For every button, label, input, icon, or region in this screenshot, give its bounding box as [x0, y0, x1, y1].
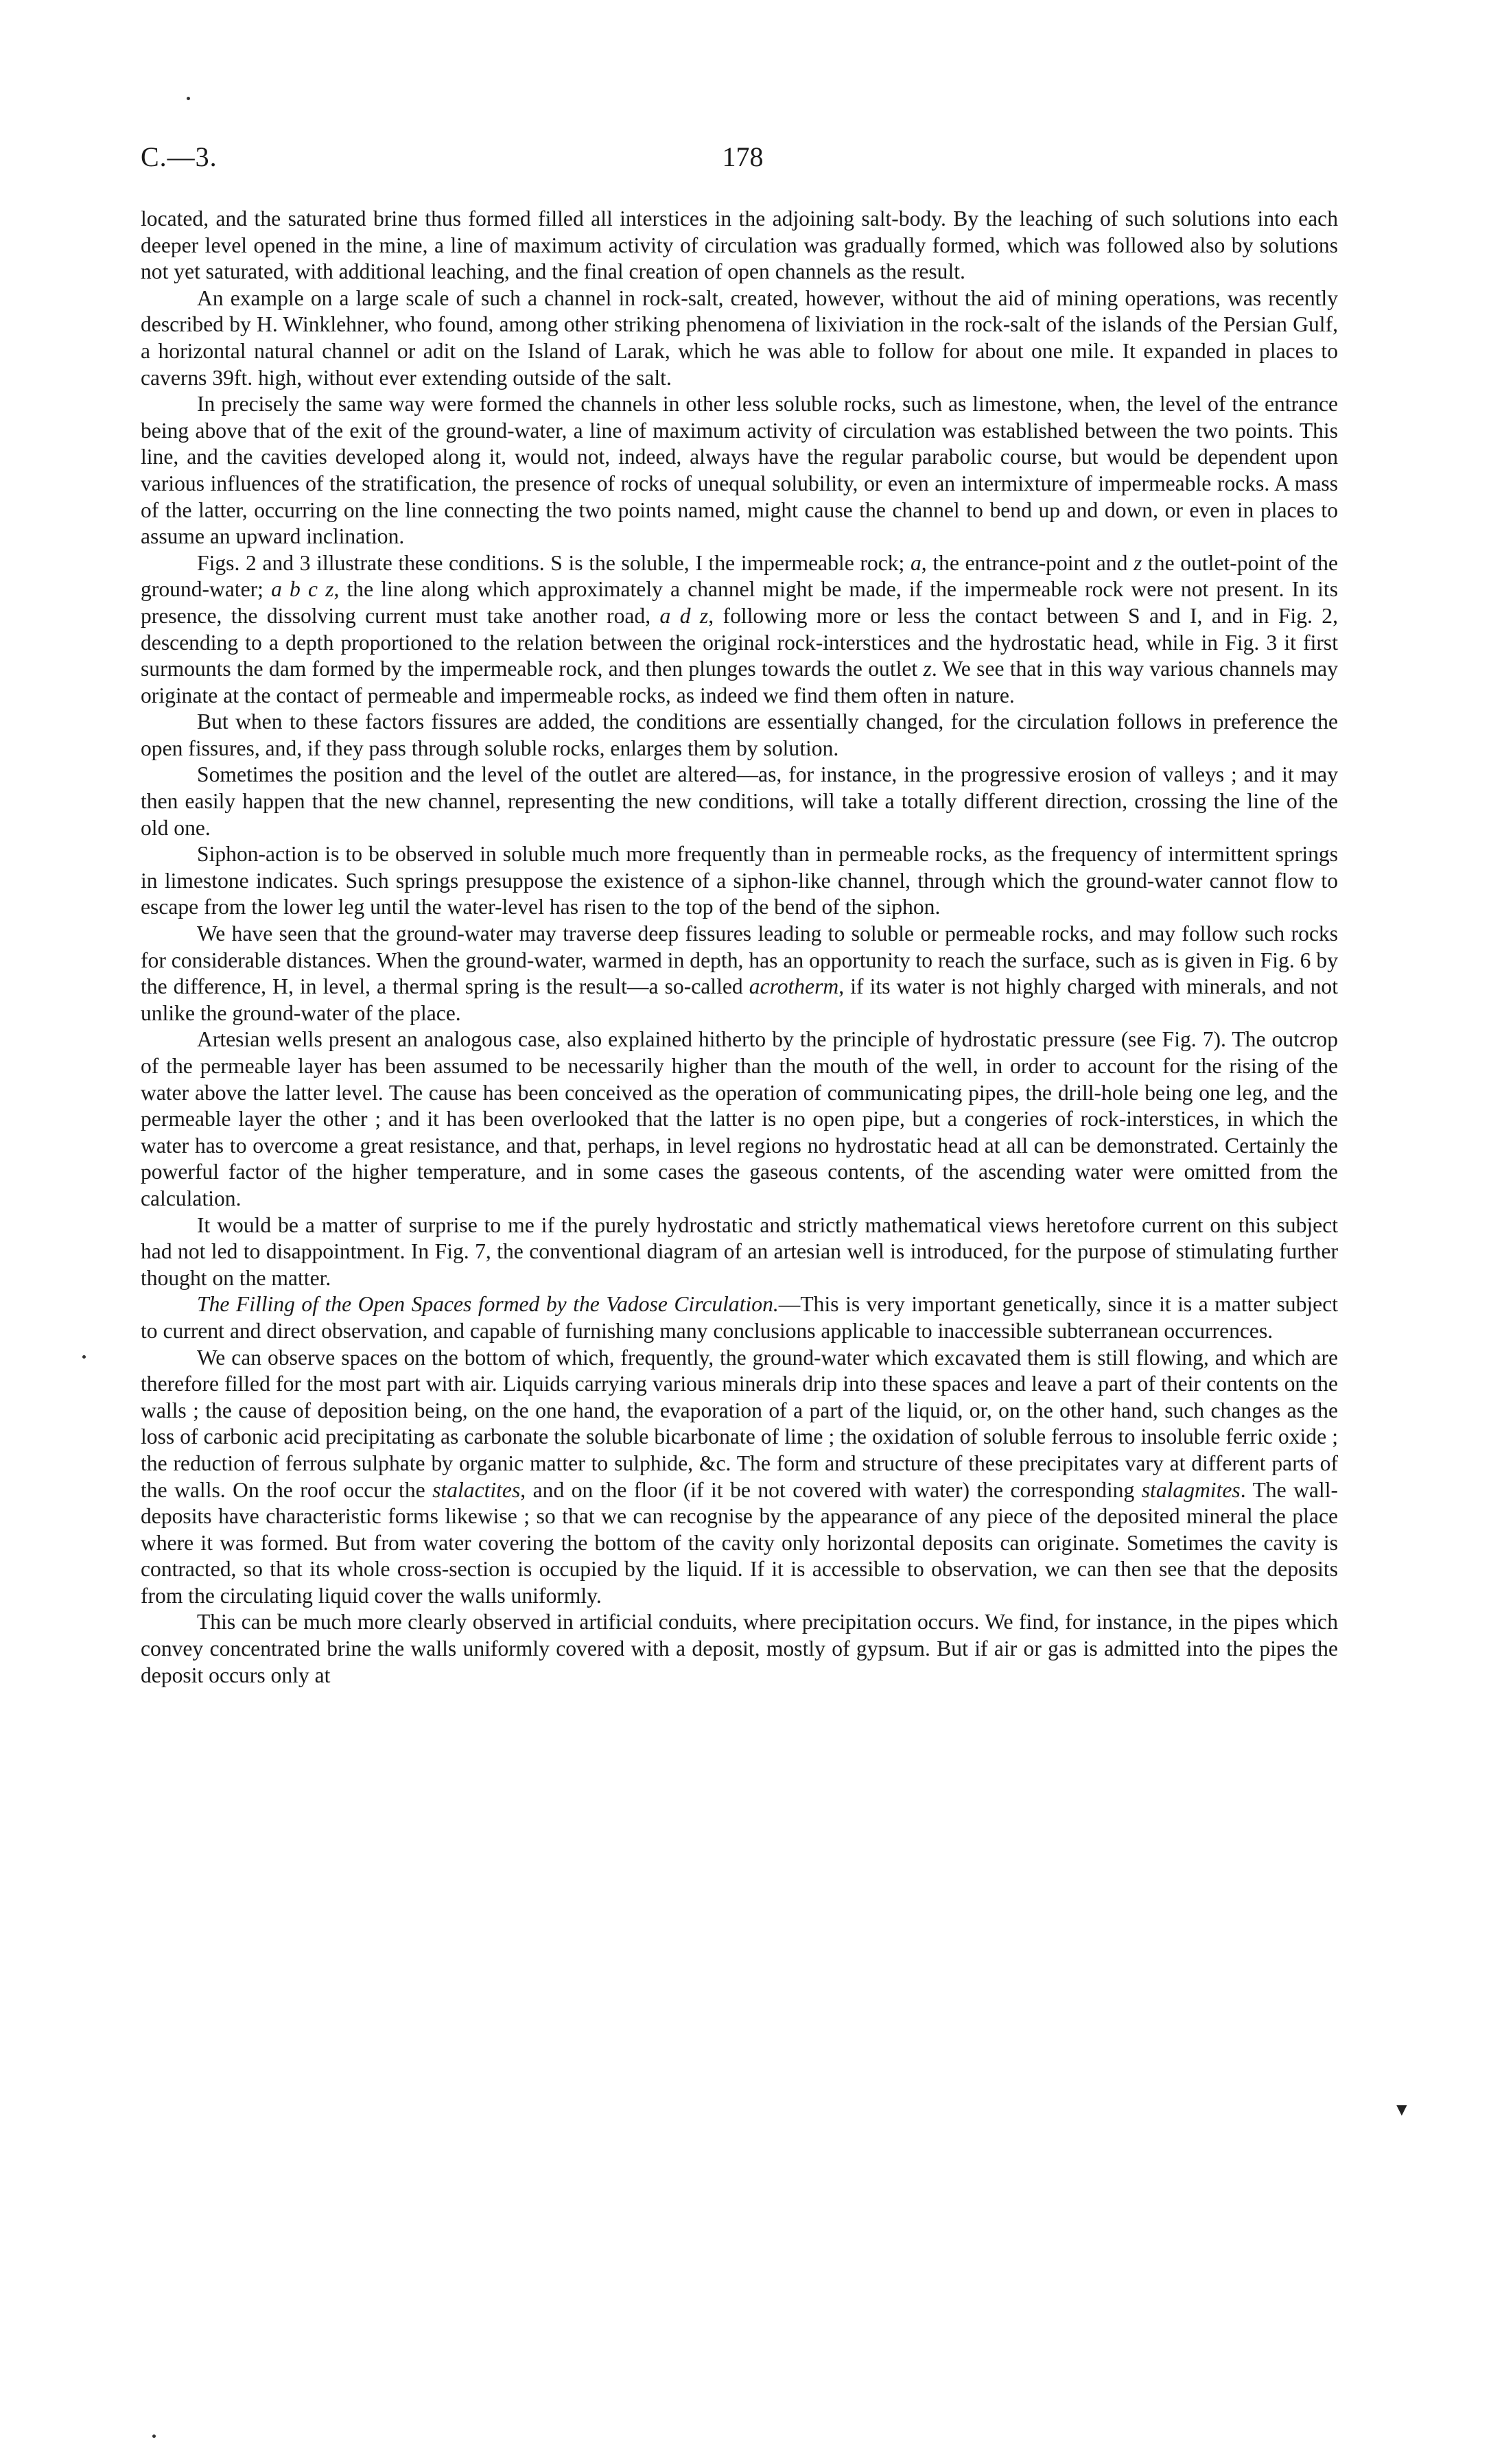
document-reference: C.—3. — [141, 141, 218, 172]
text-run: , the entrance-point and — [921, 550, 1134, 575]
text-run: —This is very important genetically, since it is a matter subject to current and direct observation, and capable of furnishing many conclusions applicable to inaccessible subterranean occurrences. — [141, 1292, 1338, 1343]
italic-run: stalactites — [432, 1477, 521, 1502]
paragraph — [141, 391, 1338, 550]
paragraph — [141, 1345, 1338, 1610]
text-run: An example on a large scale of such a channel in rock-salt, created, however, without the aid of mining operations, was recently described by H. Winklehner, who found, among other striking phenomena of lixiviation in the rock-salt of the islands of the Persian Gulf, a horizontal natural channel or adit on the Island of Larak, which he was able to follow for about one mile. It expanded in places to caverns 39ft. high, without ever extending outside of the salt. — [141, 285, 1338, 390]
text-run: , if its water is not highly charged with minerals, and not unlike the ground-water of the place. — [141, 974, 1338, 1025]
text-run: It would be a matter of surprise to me if the purely hydrostatic and strictly mathematical views heretofore current on this subject had not led to disappointment. In Fig. 7, the conventional diagram of an artesian well is introduced, for the purpose of stimulating further thought on the matter. — [141, 1212, 1338, 1290]
text-run: . We see that in this way various channels may originate at the contact of permeable and impermeable rocks, as indeed we find them often in nature. — [141, 657, 1338, 707]
text-run: But when to these factors fissures are added, the conditions are essentially changed, for the circulation follows in preference the open fissures, and, if they pass through soluble rocks, enlarges them by solution. — [141, 709, 1338, 760]
italic-run: stalagmites — [1141, 1477, 1241, 1502]
text-run: We have seen that the ground-water may traverse deep fissures leading to soluble or permeable rocks, and may follow such rocks for considerable distances. When the ground-water, warmed in depth, has an opportunity to reach the surface, such as is given in Fig. 6 by the difference, H, in level, a thermal spring is the result—a so-called — [141, 922, 1338, 999]
bottom-speck — [152, 2434, 156, 2438]
speck-mark — [187, 97, 190, 100]
paragraph — [141, 709, 1338, 762]
paragraph — [141, 1212, 1338, 1292]
margin-arrow-icon: ▼ — [1393, 2100, 1411, 2120]
italic-run: The Filling of the Open Spaces formed by the Vadose Circulation. — [197, 1292, 779, 1317]
text-run: , and on the floor (if it be not covered with water) the corresponding — [520, 1477, 1142, 1502]
text-run: Figs. 2 and 3 illustrate these conditions. S is the soluble, I the impermeable rock; — [197, 550, 911, 575]
italic-run: z — [1134, 550, 1142, 575]
paragraph — [141, 550, 1338, 709]
italic-run: z — [923, 657, 932, 681]
paragraph — [141, 1291, 1338, 1344]
paragraph — [141, 841, 1338, 921]
text-run: located, and the saturated brine thus formed filled all interstices in the adjoining salt-body. By the leaching of such solutions into each deeper level opened in the mine, a line of maximum activity of circulation was gradually formed, which was followed also by solutions not yet saturated, with additional leaching, and the final creation of open channels as the result. — [141, 207, 1338, 284]
italic-run: a d z — [659, 603, 709, 628]
text-run: the outlet-point of the ground-water; — [141, 550, 1338, 602]
text-run: Sometimes the position and the level of the outlet are altered—as, for instance, in the progressive erosion of valleys ; and it may then easily happen that the new channel, representing the new conditions, will take a totally different direction, crossing the line of the old one. — [141, 762, 1338, 840]
text-run: Artesian wells present an analogous case, also explained hitherto by the principle of hydrostatic pressure (see Fig. 7). The outcrop of the permeable layer has been assumed to be necessarily higher than the mouth of the well, in order to account for the rising of the water above the latter level. The cause has been conceived as the operation of communicating pipes, the drill-hole being one leg, and the permeable layer the other ; and it has been overlooked that the latter is no open pipe, but a congeries of rock-interstices, in which the water has to overcome a great resistance, and that, perhaps, in level regions no hydrostatic head at all can be demonstrated. Certainly the powerful factor of the higher temperature, and in some cases the gaseous contents, of the ascending water were omitted from the calculation. — [141, 1027, 1338, 1210]
paragraph — [141, 1026, 1338, 1212]
paragraph — [141, 762, 1338, 841]
margin-speck — [82, 1355, 86, 1359]
italic-run: a b c z — [271, 577, 334, 602]
text-run: This can be much more clearly observed in artificial conduits, where precipitation occurs. We find, for instance, in the pipes which convey concentrated brine the walls uniformly covered with a deposit, mostly of gypsum. But if air or gas is admitted into the pipes the deposit occurs only at — [141, 1610, 1338, 1687]
text-run: We can observe spaces on the bottom of which, frequently, the ground-water which excavated them is still flowing, and which are therefore filled for the most part with air. Liquids carrying various minerals drip into these spaces and leave a part of their contents on the walls ; the cause of deposition being, on the one hand, the evaporation of a part of the liquid, or, on the other hand, such changes as the loss of carbonic acid precipitating as carbonate the soluble bicarbonate of lime ; the oxidation of soluble ferrous to insoluble ferric oxide ; the reduction of ferrous sulphate by organic matter to sulphide, &c. The form and structure of these precipitates vary at different parts of the walls. On the roof occur the — [141, 1345, 1338, 1502]
paragraph — [141, 285, 1338, 391]
paragraph — [141, 206, 1338, 285]
italic-run: acrotherm — [749, 974, 839, 999]
text-run: , the line along which approximately a channel might be made, if the impermeable rock were not present. In its presence, the dissolving current must take another road, — [141, 577, 1338, 628]
text-run: . The wall-deposits have characteristic forms likewise ; so that we can recognise by the appearance of any piece of the deposited mineral the place where it was formed. But from water covering the bottom of the cavity only horizontal deposits can originate. Sometimes the cavity is contracted, so that its whole cross-section is occupied by the liquid. If it is accessible to observation, we can then see that the deposits from the circulating liquid cover the walls uniformly. — [141, 1477, 1338, 1608]
italic-run: a — [911, 550, 921, 575]
text-run: In precisely the same way were formed the channels in other less soluble rocks, such as limestone, when, the level of the entrance being above that of the exit of the ground-water, a line of maximum activity of circulation was established between the two points. This line, and the cavities developed along it, would not, indeed, always have the regular parabolic course, but would be dependent upon various influences of the stratification, the presence of rocks of unequal solubility, or even an intermixture of impermeable rocks. A mass of the latter, occurring on the line connecting the two points named, might cause the channel to bend up and down, or even in places to assume an upward inclination. — [141, 392, 1338, 549]
page-number: 178 — [722, 141, 764, 172]
text-run: Siphon-action is to be observed in soluble much more frequently than in permeable rocks, as the frequency of intermittent springs in limestone indicates. Such springs presuppose the existence of a siphon-like channel, through which the ground-water cannot flow to escape from the lower leg until the water-level has risen to the top of the bend of the siphon. — [141, 842, 1338, 919]
paragraph — [141, 921, 1338, 1026]
text-run: , following more or less the contact between S and I, and in Fig. 2, descending to a depth proportioned to the relation between the original rock-interstices and the hydrostatic head, while in Fig. 3 it first surmounts the dam formed by the impermeable rock, and then plunges towards the outlet — [141, 603, 1339, 681]
page-header — [141, 141, 1345, 182]
paragraph — [141, 1609, 1338, 1689]
body-text — [141, 206, 1338, 1689]
